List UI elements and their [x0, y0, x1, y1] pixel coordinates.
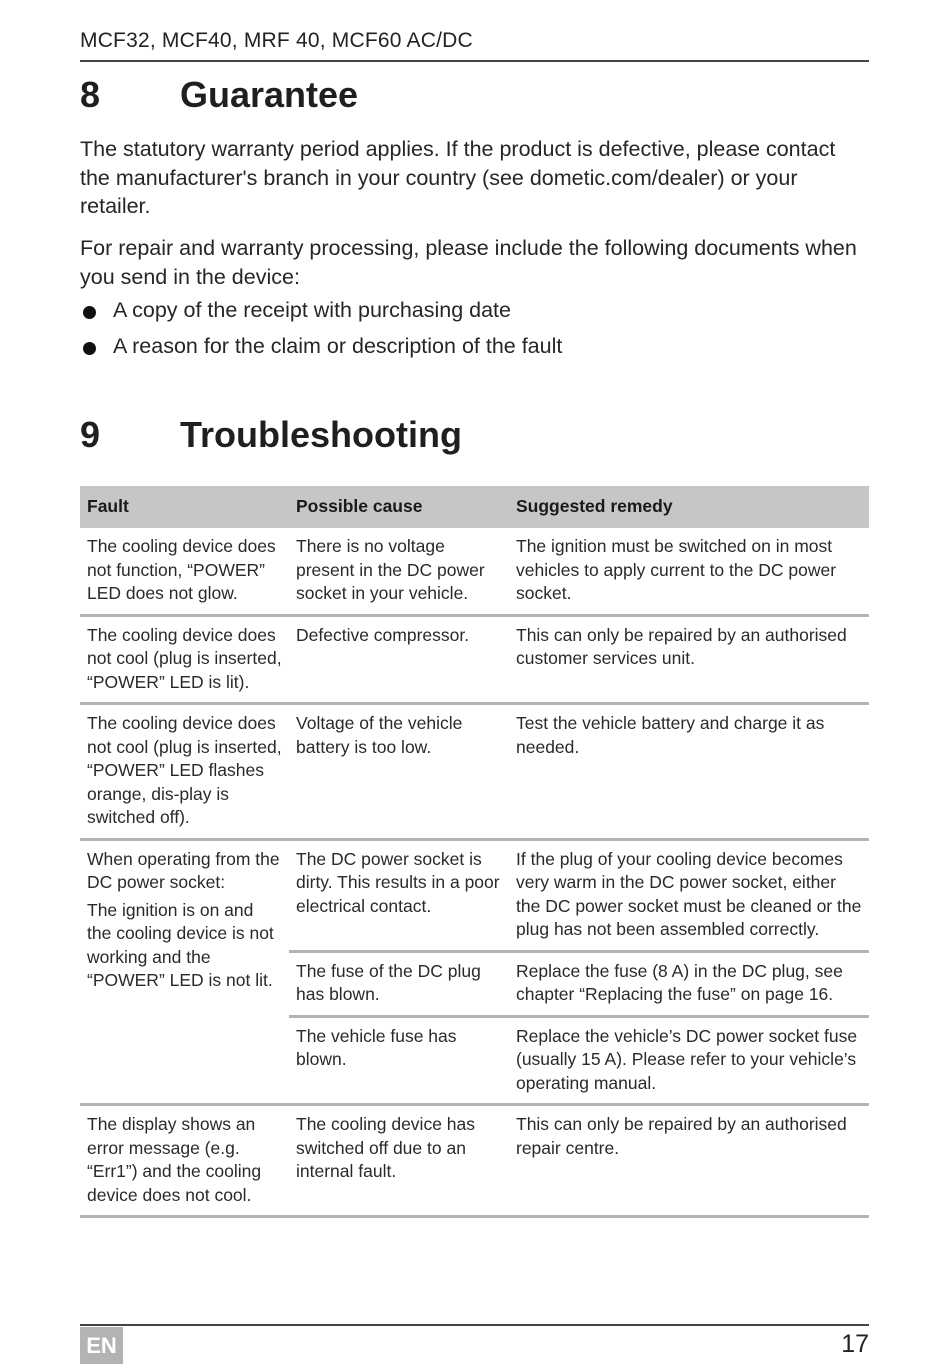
bullet-icon: [83, 306, 96, 319]
cause-cell: The cooling device has switched off due to an internal fault.: [289, 1105, 509, 1217]
guarantee-paragraph-2: For repair and warranty processing, please include the following documents when you send in the device:: [80, 236, 857, 289]
guarantee-heading: [80, 74, 869, 116]
fault-cell: The display shows an error message (e.g. “Err1”) and the cooling device does not cool.: [80, 1105, 289, 1217]
language-badge: EN: [80, 1327, 123, 1364]
column-header-remedy: Suggested remedy: [509, 486, 869, 528]
bullet-icon: [83, 342, 96, 355]
running-header: MCF32, MCF40, MRF 40, MCF60 AC/DC: [80, 29, 473, 52]
column-header-fault: Fault: [80, 486, 289, 528]
remedy-cell: This can only be repaired by an authorised repair centre.: [509, 1105, 869, 1217]
table-row: [80, 1105, 869, 1217]
remedy-cell: The ignition must be switched on in most vehicles to apply current to the DC power socket.: [509, 528, 869, 615]
section-title: Guarantee: [180, 74, 359, 115]
cause-cell: The fuse of the DC plug has blown.: [289, 951, 509, 1016]
table-row: [80, 528, 869, 615]
fault-cell: The cooling device does not cool (plug is inserted, “POWER” LED flashes orange, dis-play is switched off).: [80, 704, 289, 840]
cause-cell: Voltage of the vehicle battery is too low.: [289, 704, 509, 840]
guarantee-paragraph-1: The statutory warranty period applies. If the product is defective, please contact the manufacturer's branch in your country (see dometic.com/dealer) or your retailer.: [80, 137, 836, 218]
remedy-cell: Replace the fuse (8 A) in the DC plug, see chapter “Replacing the fuse” on page 16.: [509, 951, 869, 1016]
cause-cell: The vehicle fuse has blown.: [289, 1016, 509, 1105]
section-title: Troubleshooting: [180, 414, 462, 455]
remedy-cell: This can only be repaired by an authorised customer services unit.: [509, 615, 869, 704]
remedy-cell: If the plug of your cooling device becomes very warm in the DC power socket, either the DC power socket must be cleaned or the plug has not been assembled correctly.: [509, 839, 869, 951]
remedy-cell: Test the vehicle battery and charge it as needed.: [509, 704, 869, 840]
fault-cell: When operating from the DC power socket: The ignition is on and the cooling device is not working and the “POWER” LED is not lit.: [80, 839, 289, 1105]
table-row: [80, 839, 869, 951]
section-number: 9: [80, 414, 101, 455]
page-number: 17: [841, 1330, 869, 1358]
cause-cell: Defective compressor.: [289, 615, 509, 704]
troubleshooting-heading: [80, 414, 869, 456]
remedy-cell: Replace the vehicle’s DC power socket fuse (usually 15 A). Please refer to your vehicle’s operating manual.: [509, 1016, 869, 1105]
fault-cell: The cooling device does not cool (plug is inserted, “POWER” LED is lit).: [80, 615, 289, 704]
column-header-cause: Possible cause: [289, 486, 509, 528]
footer-rule: [80, 1324, 869, 1326]
cause-cell: There is no voltage present in the DC power socket in your vehicle.: [289, 528, 509, 615]
table-row: [80, 615, 869, 704]
table-header-row: [80, 486, 869, 528]
table-row: [80, 704, 869, 840]
troubleshooting-table: [80, 486, 869, 1218]
header-rule: [80, 60, 869, 62]
cause-cell: The DC power socket is dirty. This results in a poor electrical contact.: [289, 839, 509, 951]
section-number: 8: [80, 74, 101, 115]
fault-cell: The cooling device does not function, “POWER” LED does not glow.: [80, 528, 289, 615]
